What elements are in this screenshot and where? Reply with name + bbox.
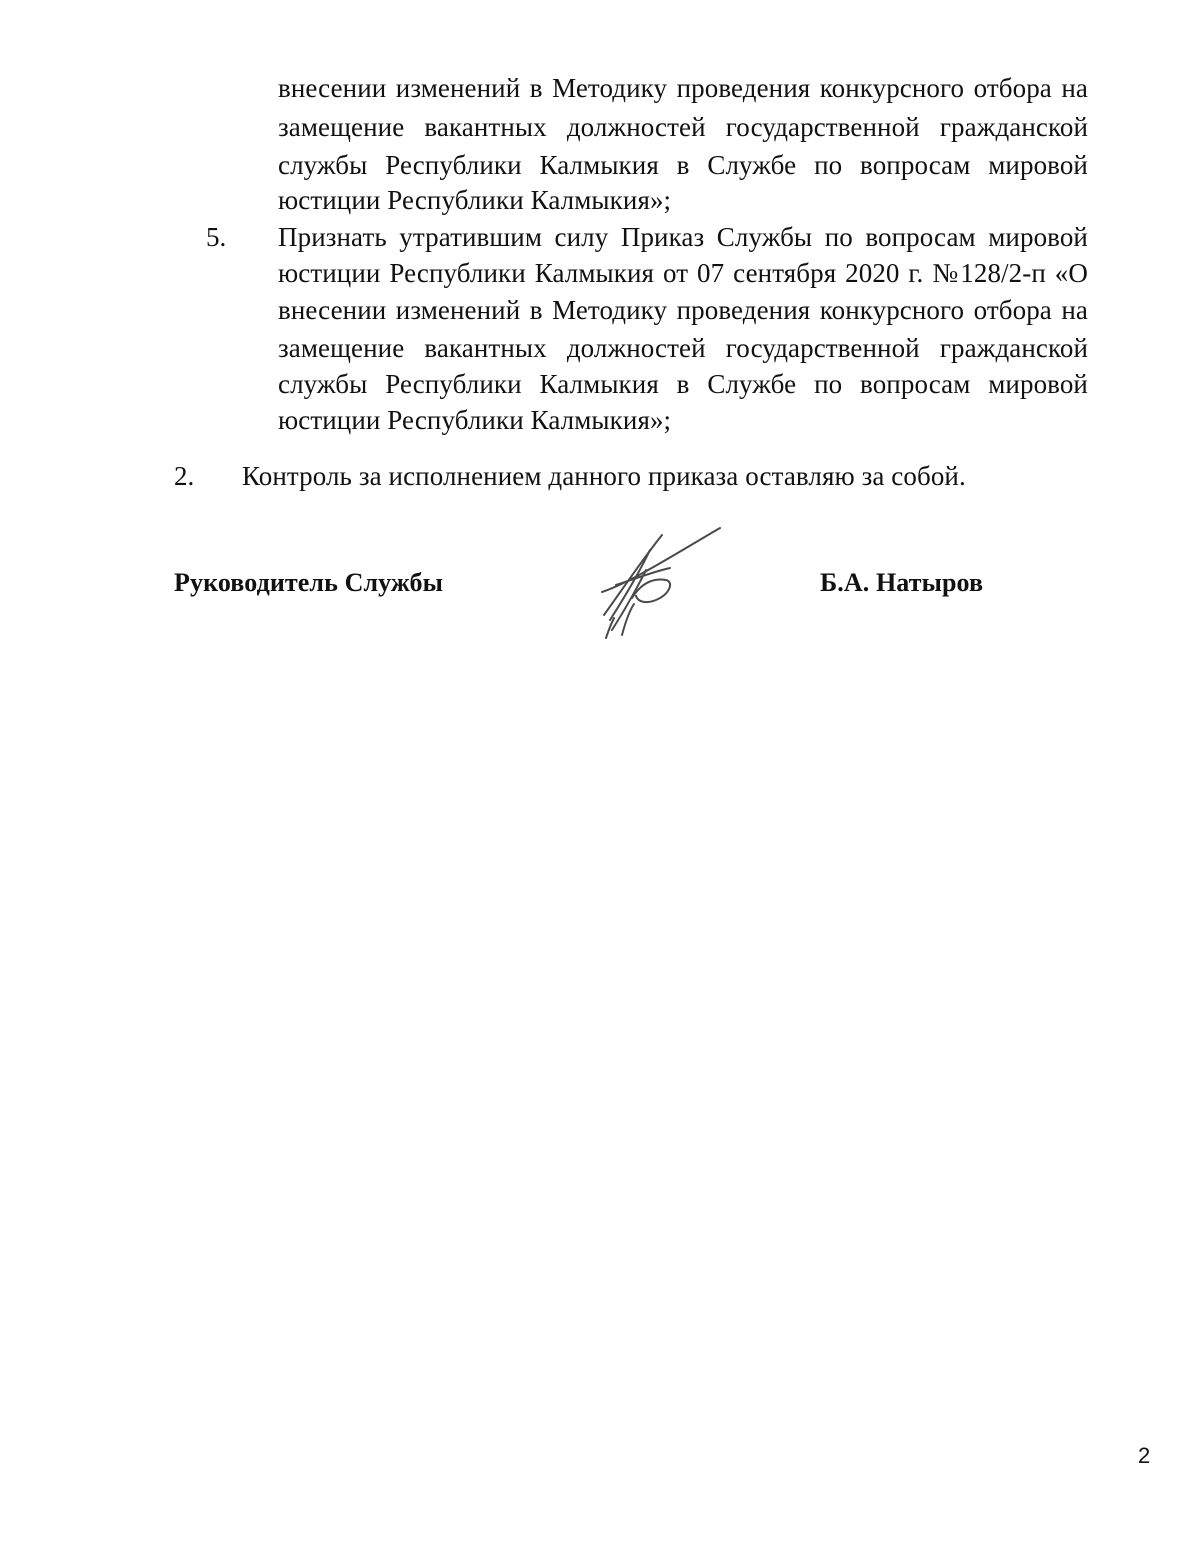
continuation-line-4: юстиции Республики Калмыкия»; xyxy=(278,185,672,215)
continuation-line-1: внесении изменений в Методику проведения конкурсного отбора на xyxy=(278,73,1088,103)
item-5-line-6: юстиции Республики Калмыкия»; xyxy=(278,405,672,435)
handwritten-signature xyxy=(592,520,732,645)
item-5-line-1: Признать утратившим силу Приказ Службы по вопросам мировой xyxy=(278,222,1088,252)
page-number: 2 xyxy=(1138,1443,1151,1468)
continuation-line-2: замещение вакантных должностей государственной гражданской xyxy=(278,112,1088,142)
item-2-number: 2. xyxy=(174,461,195,491)
item-5-line-3: внесении изменений в Методику проведения конкурсного отбора на xyxy=(278,295,1088,325)
continuation-line-3: службы Республики Калмыкия в Службе по вопросам мировой xyxy=(278,150,1088,180)
item-5-line-2: юстиции Республики Калмыкия от 07 сентября 2020 г. №128/2-п «О xyxy=(278,258,1088,288)
item-5-line-4: замещение вакантных должностей государственной гражданской xyxy=(278,333,1088,363)
signatory-position: Руководитель Службы xyxy=(174,568,443,597)
item-5-line-5: службы Республики Калмыкия в Службе по вопросам мировой xyxy=(278,369,1088,399)
item-2-text: Контроль за исполнением данного приказа оставляю за собой. xyxy=(242,461,966,491)
signatory-name: Б.А. Натыров xyxy=(820,568,984,597)
item-5-number: 5. xyxy=(206,222,227,252)
